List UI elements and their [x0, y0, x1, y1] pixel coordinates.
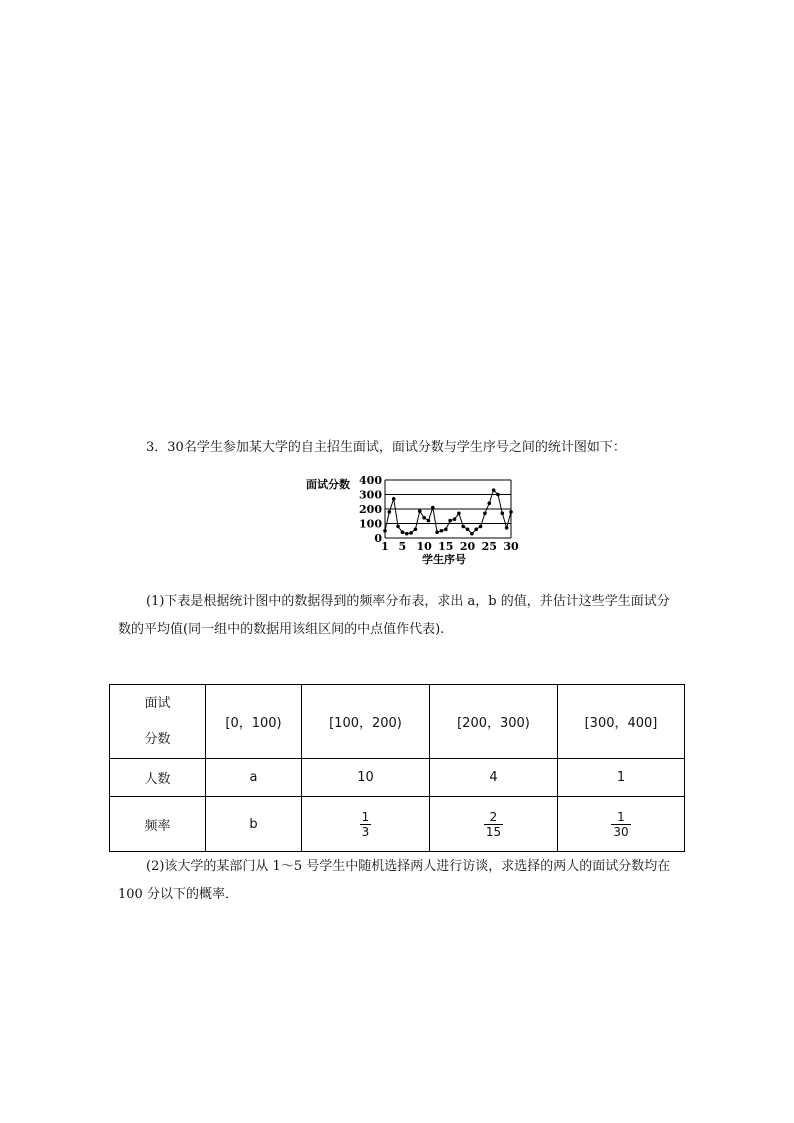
x-tick-label: 20: [459, 540, 476, 553]
fraction-numerator: 1: [611, 810, 630, 825]
fraction-denominator: 15: [485, 824, 502, 839]
data-point: [474, 528, 478, 532]
data-point: [431, 506, 435, 510]
score-chart: [300, 470, 520, 570]
data-point: [483, 512, 487, 516]
data-point: [418, 509, 422, 513]
data-point: [505, 526, 509, 530]
data-point: [496, 493, 500, 497]
x-axis-label: 学生序号: [422, 553, 466, 566]
fraction-numerator: 1: [361, 809, 370, 824]
freq-cell: [302, 797, 430, 852]
data-point: [479, 525, 483, 529]
data-point: [461, 525, 465, 529]
data-point: [440, 529, 444, 533]
data-point: [414, 528, 418, 532]
data-point: [492, 488, 496, 492]
freq-cell: [430, 797, 558, 852]
data-point: [383, 529, 387, 533]
y-tick-label: 400: [359, 474, 382, 487]
data-point: [435, 530, 439, 534]
data-point: [444, 528, 448, 532]
interval-cell: [300，400]: [558, 685, 685, 759]
fraction: [360, 810, 372, 839]
question-part2: (2)该大学的某部门从 1～5 号学生中随机选择两人进行访谈，求选择的两人的面试分数均在 100 分以下的概率．: [118, 859, 671, 902]
y-tick-label: 300: [359, 488, 382, 502]
data-point: [388, 510, 392, 514]
data-point: [487, 501, 491, 505]
count-label-cell: 人数: [110, 759, 206, 797]
freq-label-cell: 频率: [110, 797, 206, 852]
interval-cell: [100，200): [302, 685, 430, 759]
x-tick-label: 30: [503, 540, 519, 553]
data-point: [401, 530, 405, 534]
freq-cell: [558, 797, 685, 852]
question-title: 3．30名学生参加某大学的自主招生面试，面试分数与学生序号之间的统计图如下：: [146, 440, 626, 455]
data-point: [501, 512, 505, 516]
table-row: [110, 759, 685, 797]
data-point: [422, 516, 426, 520]
x-tick-label: 1: [381, 540, 389, 553]
question-part1: (1)下表是根据统计图中的数据得到的频率分布表，求出 a，b 的值，并估计这些学生面试分数的平均值(同一组中的数据用该组区间的中点值作代表).: [118, 594, 670, 637]
data-point: [396, 525, 400, 529]
y-tick-label: 0: [374, 532, 382, 545]
x-tick-label: 15: [438, 540, 454, 553]
header-label-cell: [110, 685, 206, 759]
interval-cell: [0，100): [206, 685, 302, 759]
count-cell: 1: [558, 759, 685, 797]
chart-svg: [300, 470, 520, 570]
data-point: [448, 519, 452, 523]
data-point: [457, 512, 461, 516]
data-point: [509, 510, 513, 514]
data-point: [392, 497, 396, 501]
interval-cell: [200，300): [430, 685, 558, 759]
y-tick-label: 100: [359, 517, 382, 531]
x-tick-label: 5: [398, 540, 407, 553]
y-axis-label: 面试分数: [306, 478, 350, 491]
freq-cell: b: [206, 797, 302, 852]
fraction: [484, 810, 503, 839]
table-row: [110, 685, 685, 759]
count-cell: 10: [302, 759, 430, 797]
data-point: [470, 532, 474, 536]
header-label-line1: 面试: [144, 695, 171, 711]
count-cell: 4: [430, 759, 558, 797]
fraction-numerator: 2: [484, 810, 503, 825]
data-point: [427, 519, 431, 523]
fraction-denominator: 3: [361, 824, 370, 839]
data-point: [409, 531, 413, 535]
frequency-table: [109, 684, 685, 852]
data-point: [466, 528, 470, 532]
y-tick-label: 200: [359, 503, 382, 516]
series-line: [385, 490, 511, 534]
data-point: [405, 532, 409, 536]
fraction: [611, 810, 630, 839]
table-row: [110, 797, 685, 852]
fraction-denominator: 30: [613, 824, 629, 839]
x-tick-label: 25: [481, 540, 497, 553]
count-cell: a: [206, 759, 302, 797]
x-tick-label: 10: [416, 540, 432, 553]
data-point: [453, 517, 457, 521]
header-label-line2: 分数: [144, 731, 171, 747]
